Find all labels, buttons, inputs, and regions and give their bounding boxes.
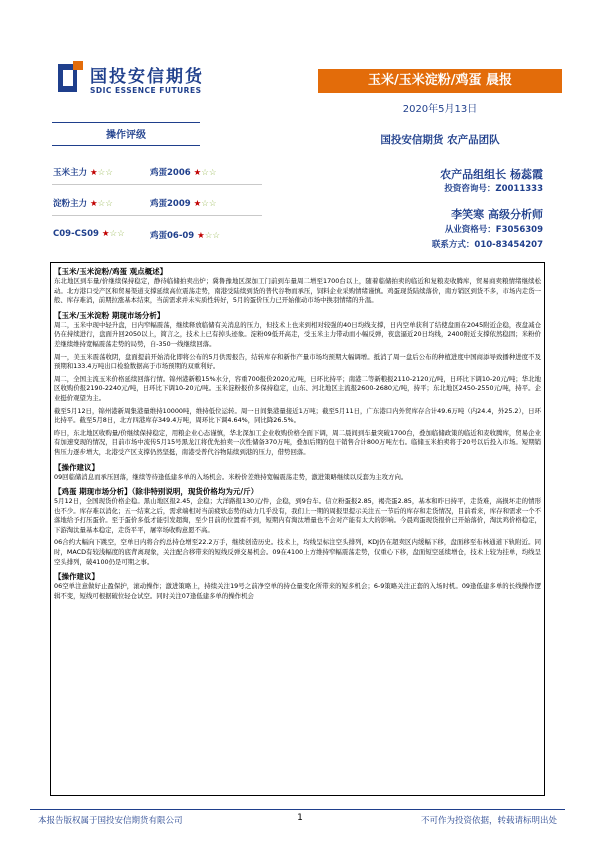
star-filled-icon: ★ (193, 199, 202, 209)
rating-item-egg-06-09 (150, 229, 220, 241)
egg-advice-paragraph: 06空单注意做好止盈保护，滚动操作；激进策略上，持续关注19号之前净空单的持仓量变化所带来的短多机会；6-9策略关注正套的入场时机。09逢低建多单的长线操作逻辑不变，短线可根据破位轻仓试空。同时关注07逢低建多单的操作机会 (54, 582, 541, 600)
rating-label: C09-CS09 (53, 229, 99, 239)
analyst-2-title: 李笑寒 高级分析师 (451, 208, 543, 221)
section-title-corn-analysis: 【玉米/玉米淀粉 期现市场分析】 (54, 310, 165, 320)
analyst-1-title: 农产品组组长 杨蕊霞 (440, 168, 543, 181)
star-empty-icon: ☆☆ (97, 199, 113, 209)
rating-divider (52, 184, 262, 185)
report-banner: 玉米/玉米淀粉/鸡蛋 晨报 (318, 69, 562, 93)
star-filled-icon: ★ (101, 229, 110, 239)
rating-label: 玉米主力 (53, 168, 88, 178)
rating-divider (52, 215, 262, 216)
analyst-1-license: 投资咨询号：Z0011333 (444, 184, 543, 194)
rating-title: 操作评级 (106, 130, 146, 141)
footer-copyright: 本报告版权属于国投安信期货有限公司 (38, 816, 183, 826)
corn-paragraph-3: 周二，全国主流玉米价格延续回落行情。锦州港新粮15%水分，容重700报价2020元/吨，日环比持平；南港二等新粮报2110-2120元/吨，日环比下调10-20元/吨；华北地区收购价报2190-2240元/吨，日环比下调10-20元/吨。玉米淀粉报价多保持稳定，山东、河北地区主流报2600-2680元/吨，持平；东北地区2450-2550元/吨，持平。企业挺价观望为主。 (54, 374, 541, 402)
section-title-overview: 【玉米/玉米淀粉/鸡蛋 观点概述】 (54, 267, 168, 276)
company-name-cn: 国投安信期货 (90, 67, 204, 87)
star-filled-icon: ★ (89, 168, 98, 178)
team-name: 国投安信期货 农产品团队 (380, 134, 500, 146)
star-empty-icon: ☆☆ (109, 229, 125, 239)
corn-paragraph-4: 截至5月12日，锦州港新周集港量维持10000吨，维持低位运转。周一日间集港量接近1万吨；截至5月11日，广东港口内外贸库存合计49.6万吨（内24.4，外25.2），日环比持平。截至5月8日，北方四港库存349.4万吨，周环比下调4.64%，同比降26.5%。 (54, 406, 541, 425)
overview-paragraph: 东北地区到车量/价继续保持稳定，静待临储拍卖出炉；冀鲁豫地区深加工门前到车量周二增至1700台以上，随着临储拍卖的临近和复粮麦收腾库，贸易商卖粮情绪继续松动。北方港口受产区和贸易渠道支撑延续高位震荡走势，南港受陆续到货的普代谷物而承压，饲料企业采购情绪谨慎。鸡蛋现货陆续落价，南方销区到货不多，市场内走货一般、库存难消，前期拉涨基本结束，当前需求并未实质性转好，5月的蛋价压力已开始催动市场中换羽情绪的升温。 (54, 277, 541, 305)
rating-label: 鸡蛋2006 (150, 168, 191, 178)
star-filled-icon: ★ (193, 168, 202, 178)
star-filled-icon: ★ (197, 231, 205, 241)
star-filled-icon: ★ (89, 199, 98, 209)
rating-item-c09-cs09 (53, 229, 125, 239)
star-empty-icon: ☆☆ (201, 199, 217, 209)
star-empty-icon: ☆☆ (97, 168, 113, 178)
footer-disclaimer: 不可作为投资依据，转载请标明出处 (420, 816, 557, 826)
analyst-2-contact: 联系方式：010-83454207 (431, 240, 543, 250)
footer-divider (30, 809, 565, 810)
section-title-corn-advice: 【操作建议】 (54, 462, 99, 472)
star-empty-icon: ☆☆ (204, 231, 221, 241)
egg-paragraph-1: 5月12日，全国现货价格企稳。黑山地区报2.45，企稳；大洋路报130元/件，企稳，到9台车。信立粉蛋报2.85，褐壳蛋2.85，基本和昨日持平，走货难，高损坏走的情形也不少。库存难以消化；五一结束之后，需求端相对当前疲软态势的动力几乎没有，我们上一期的周报里提示关注五一节后的库存和走货情况，目前看来，库存和需求一个不落地给予打压蛋价。至于蛋价多低才能引发超淘，至少目前的位置看不到，短期内有淘汰增量也不会对产能有太大的影响。今晨鸡蛋现货报价已开始落价，淘汰鸡价格稳定，下游淘汰量基本稳定，走货平平，屠宰场收购意愿不高。 (54, 497, 541, 534)
corn-paragraph-2: 周一，美玉米震荡收阴，盘面提前开始消化即将公布的5月供需报告，结转库存和新作产量市场均预期大幅调增。抵消了周一盘后公布的种植进度中国商添导致播种进度不及预期和133.4万吨出口检验数据高于市场预期的双重利好。 (54, 352, 541, 371)
rating-label: 鸡蛋06-09 (150, 231, 195, 241)
section-title-egg-advice: 【操作建议】 (54, 572, 99, 582)
rating-item-corn-main (53, 166, 113, 178)
corn-advice-paragraph: 09回临储消息而承压回落，继续等待逢低建多单的入场机会。米粉价差维持宽幅震荡走势，激进策略继续以反套为主攻方向。 (54, 472, 408, 481)
section-title-egg-analysis: 【鸡蛋 期现市场分析】（除非特别说明，现货价格均为元/斤） (54, 487, 259, 497)
company-logo-icon (55, 60, 85, 96)
analyst-2-license: 从业资格号：F3056309 (444, 225, 543, 235)
report-date: 2020年5月13日 (402, 104, 478, 115)
rating-label: 鸡蛋2009 (150, 199, 191, 209)
report-content-box (50, 262, 545, 796)
rating-item-starch-main (53, 197, 113, 209)
rating-label: 淀粉主力 (53, 199, 88, 209)
egg-paragraph-2: 06合约大幅向下跳空，空单日内将合约总持仓增至22.2万手，继续创造历史。技术上，均线呈标注空头排列，KDJ仍在超卖区内缓幅下移，盘面移至布林通道下轨附近。同时，MACD有较浅幅度的底背离现象，关注配合移带来的短线反弹交易机会。09在4100上方维持窄幅震荡走势，仅重心下移，盘面短空延续增仓，技术上较为挂单，均线呈空头排列，破4100仍是可期之事。 (54, 538, 541, 566)
rating-item-egg-2006 (150, 166, 217, 178)
page-number: 1 (297, 813, 303, 823)
company-name-en: SDIC ESSENCE FUTURES (90, 86, 202, 95)
corn-paragraph-1: 周二，玉米中现中轻升盘，日内窄幅震荡，继续释放临储有关消息的压力，但技术上也来到相对较强的40日均线支撑，日内空单获利了结使盘面在2045附近企稳，夜盘减仓仍在持续进行，盘面升回2050以上，简言之，技术上已有掉头迹象。淀粉09低开高走，受玉米主力带动而小幅反弹，夜盘逼近20日均线，2400附近支撑依然稳固；米粉价差继续维持宽幅震荡走势的局势，自-350一线继续回落。 (54, 320, 541, 348)
rating-item-egg-2009 (150, 197, 217, 209)
star-empty-icon: ☆☆ (201, 168, 217, 178)
corn-paragraph-5: 昨日，东北地区收购量/价继续保持稳定，用粮企业心态谨慎，华北深加工企业收购价格全面下调，周二晨间到车量突破1700台，叠加临储政策的临近和麦收腾库，贸易企业有加速变现的情况，目前市场中流传5月15号黑龙江将优先拍卖一次性储备370万吨，叠加后期的包干销售合计800万吨左右。临储玉米拍卖将于20号以后投入市场。短期销售压力逐步增大，北港受产区支撑仍然坚挺，南港受普代谷物陆续到港的压力，借势回落。 (54, 428, 541, 456)
